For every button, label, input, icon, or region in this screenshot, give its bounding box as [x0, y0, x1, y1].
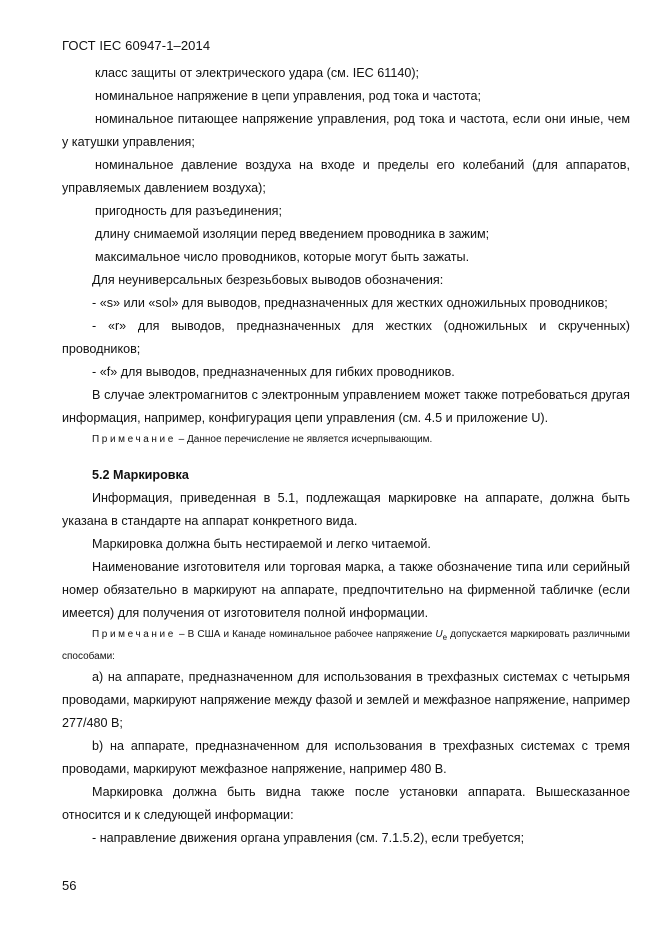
paragraph: Маркировка должна быть видна также после установки аппарата. Вышесказанное относится и к следующей информации: — [62, 785, 630, 822]
list-item: - «f» для выводов, предназначенных для гибких проводников. — [92, 365, 455, 379]
voltage-symbol: U — [435, 629, 443, 640]
list-item: класс защиты от электрического удара (см. IEC 61140); — [95, 66, 420, 80]
paragraph: Маркировка должна быть нестираемой и легко читаемой. — [92, 537, 431, 551]
page-body — [62, 62, 630, 850]
note — [62, 430, 630, 449]
note-label: Примечание — [92, 629, 176, 640]
note — [62, 625, 630, 666]
list-item: - «s» или «sol» для выводов, предназначенных для жестких одножильных проводников; — [92, 296, 608, 310]
document-header: ГОСТ IEC 60947-1–2014 — [62, 38, 211, 53]
paragraph: Для неуниверсальных безрезьбовых выводов обозначения: — [92, 273, 444, 287]
list-item: номинальное питающее напряжение управления, род тока и частота, если они иные, чем у катушки управления; — [62, 112, 630, 149]
list-item: b) на аппарате, предназначенном для использования в трехфазных системах с тремя проводами, маркируют межфазное напряжение, например 480 В. — [62, 739, 630, 776]
list-item: длину снимаемой изоляции перед введением проводника в зажим; — [95, 227, 490, 241]
note-text-end: допускается маркировать различными способами: — [62, 629, 630, 662]
note-text: – Данное перечисление не является исчерпывающим. — [178, 434, 433, 445]
list-item: номинальное напряжение в цепи управления, род тока и частота; — [95, 89, 482, 103]
list-item: a) на аппарате, предназначенном для использования в трехфазных системах с четырьмя проводами, маркируют напряжение между фазой и землей и межфазное напряжение, например 277/480 В; — [62, 670, 630, 730]
note-label: Примечание — [92, 434, 176, 445]
list-item: - направление движения органа управления (см. 7.1.5.2), если требуется; — [92, 831, 525, 845]
section-title: 5.2 Маркировка — [92, 468, 189, 482]
paragraph: В случае электромагнитов с электронным управлением может также потребоваться другая информация, например, конфигурация цепи управления (см. 4.5 и приложение U). — [62, 388, 630, 425]
paragraph: Информация, приведенная в 5.1, подлежащая маркировке на аппарате, должна быть указана в стандарте на аппарат конкретного вида. — [62, 491, 630, 528]
list-item: номинальное давление воздуха на входе и пределы его колебаний (для аппаратов, управляемых давлением воздуха); — [62, 158, 630, 195]
paragraph: Наименование изготовителя или торговая марка, а также обозначение типа или серийный номер обязательно в маркируют на аппарате, предпочтительно на фирменной табличке (если имеется) для получения от изготовителя полной информации. — [62, 560, 630, 620]
list-item: пригодность для разъединения; — [95, 204, 282, 218]
list-item: - «r» для выводов, предназначенных для жестких (одножильных и скрученных) проводников; — [62, 319, 630, 356]
page-number: 56 — [62, 878, 77, 893]
list-item: максимальное число проводников, которые могут быть зажаты. — [95, 250, 470, 264]
note-text: – В США и Канаде номинальное рабочее напряжение — [178, 629, 436, 640]
voltage-subscript: e — [442, 633, 448, 642]
